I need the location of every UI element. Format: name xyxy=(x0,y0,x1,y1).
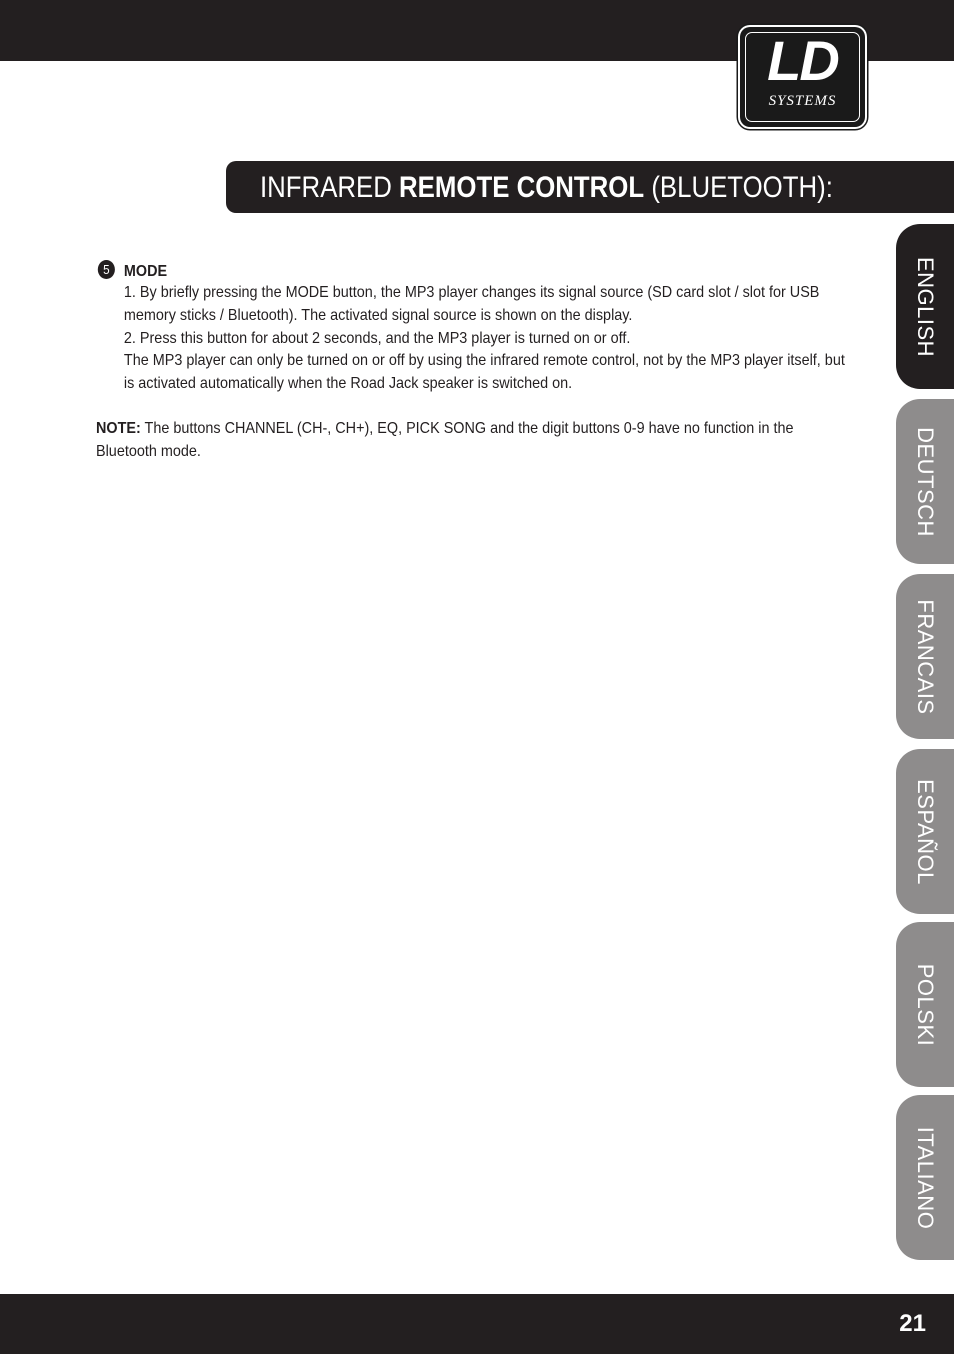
tab-label: DEUTSCH xyxy=(913,427,938,537)
mode-paragraph-1: 1. By briefly pressing the MODE button, the MP3 player changes its signal source (SD card slot / slot for USB memory sticks / Bluetooth). The activated signal source is shown on the display. xyxy=(123,284,820,324)
tab-polski[interactable] xyxy=(896,922,954,1087)
tab-label: ENGLISH xyxy=(913,256,938,358)
tab-label: FRANCAIS xyxy=(913,599,938,715)
bottom-bar xyxy=(0,1294,954,1354)
tab-label: POLSKI xyxy=(913,963,938,1047)
tab-english[interactable] xyxy=(896,224,954,389)
logo-brand: LD xyxy=(767,29,838,92)
logo-subtitle: SYSTEMS xyxy=(768,93,837,109)
title-part-1: INFRARED xyxy=(260,171,400,204)
title-part-3: (BLUETOOTH): xyxy=(644,171,833,204)
mode-heading-row xyxy=(96,258,852,282)
note-label: NOTE: xyxy=(96,419,141,437)
title-bar xyxy=(226,161,954,213)
mode-paragraph-2: 2. Press this button for about 2 seconds, and the MP3 player is turned on or off. xyxy=(123,329,631,347)
section-heading: MODE xyxy=(123,263,168,280)
tab-espanol[interactable] xyxy=(896,749,954,914)
tab-francais[interactable] xyxy=(896,574,954,739)
note-paragraph xyxy=(96,418,852,464)
title-part-2: REMOTE CONTROL xyxy=(399,171,645,204)
tab-italiano[interactable] xyxy=(896,1095,954,1260)
page-title xyxy=(260,170,833,206)
mode-paragraph-3: The MP3 player can only be turned on or off by using the infrared remote control, not by the MP3 player itself, but is activated automatically when the Road Jack speaker is switched on. xyxy=(123,352,845,393)
ld-systems-logo xyxy=(740,27,865,127)
tab-label: ITALIANO xyxy=(913,1126,938,1230)
page-number: 21 xyxy=(899,1310,926,1337)
main-content xyxy=(96,258,871,464)
item-number-badge: 5 xyxy=(98,260,115,279)
tab-deutsch[interactable] xyxy=(896,399,954,564)
note-text: The buttons CHANNEL (CH-, CH+), EQ, PICK SONG and the digit buttons 0-9 have no function in the Bluetooth mode. xyxy=(96,419,794,460)
tab-label: ESPAÑOL xyxy=(913,779,938,885)
